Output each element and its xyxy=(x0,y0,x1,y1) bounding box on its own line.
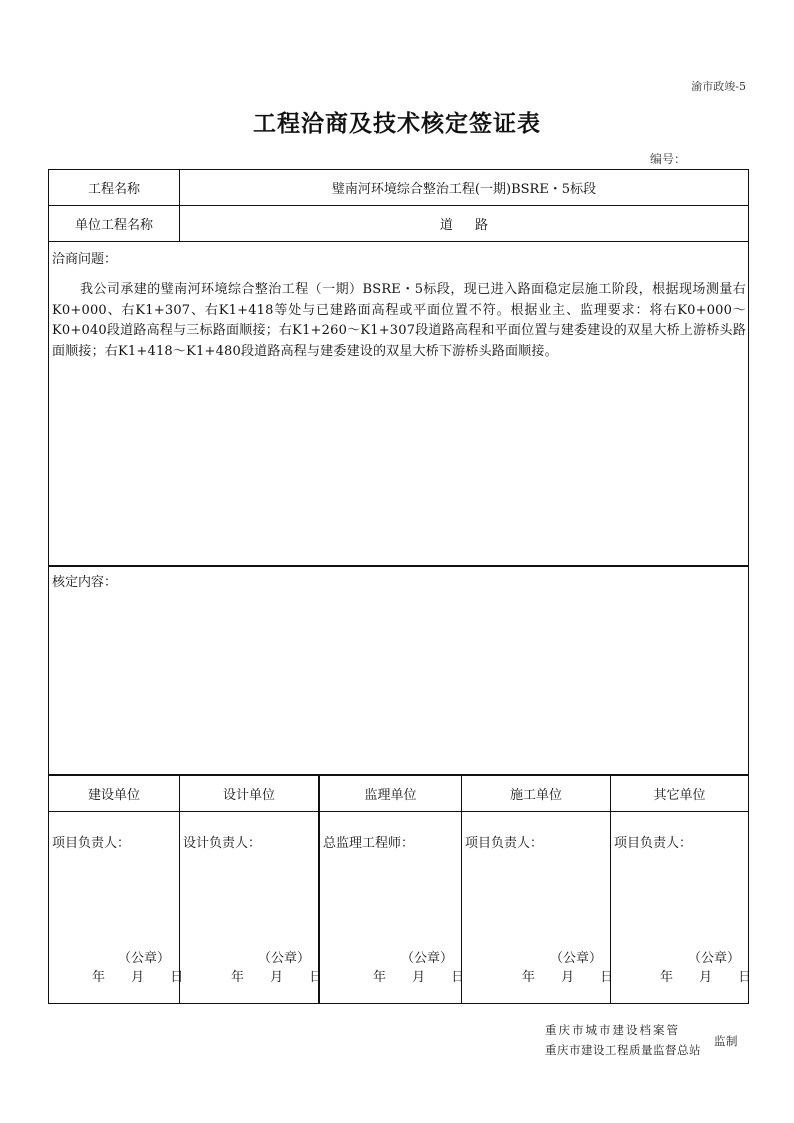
project-name-label: 工程名称 xyxy=(87,182,140,197)
date-contractor: 年 月 日 xyxy=(522,970,614,985)
form-title: 工程洽商及技术核定签证表 xyxy=(253,110,541,137)
unit-project-label: 单位工程名称 xyxy=(74,218,153,233)
unit-header-construction: 建设单位 xyxy=(87,788,140,803)
negotiation-label: 洽商问题： xyxy=(52,252,118,267)
unit-header-supervision: 监理单位 xyxy=(364,788,417,803)
footer-archive-office: 重庆市城市建设档案管 xyxy=(545,1023,680,1037)
date-design: 年 月 日 xyxy=(231,970,323,985)
form-code: 渝市政竣-5 xyxy=(691,80,746,93)
footer-issuer-suffix: 监制 xyxy=(714,1034,738,1048)
serial-number-label: 编号： xyxy=(650,152,687,166)
seal-design: （公章） xyxy=(258,951,311,966)
unit-project-value: 道 路 xyxy=(439,218,489,233)
row-divider xyxy=(48,811,749,812)
date-construction: 年 月 日 xyxy=(92,970,184,985)
unit-header-other: 其它单位 xyxy=(653,788,706,803)
table-border-bottom xyxy=(48,1003,749,1004)
unit-header-contractor: 施工单位 xyxy=(509,788,562,803)
role-construction: 项目负责人： xyxy=(52,836,131,851)
table-border-right xyxy=(748,169,749,1004)
seal-other: （公章） xyxy=(688,951,741,966)
date-supervision: 年 月 日 xyxy=(373,970,465,985)
negotiation-text: 我公司承建的璧南河环境综合整治工程（一期）BSRE・5标段，现已进入路面稳定层施工阶段，根据现场测量右K0+000、右K1+307、右K1+418等处与已建路面高程或平面位置不符。根据业主、监理要求：将右K0+000～K0+040段道路高程与三标路面顺接；右K1+260～K1+307段道路高程和平面位置与建委建设的双星大桥上游桥头路面顺接；右K1+418～K1+480段道路高程与建委建设的双星大桥下游桥头路面顺接。 xyxy=(52,282,746,359)
role-other: 项目负责人： xyxy=(614,836,693,851)
role-design: 设计负责人： xyxy=(183,836,262,851)
row-divider xyxy=(48,565,749,567)
seal-construction: （公章） xyxy=(118,951,171,966)
row-divider xyxy=(48,241,749,242)
unit-header-design: 设计单位 xyxy=(222,788,275,803)
verification-label: 核定内容： xyxy=(52,575,118,590)
project-name-value: 璧南河环境综合整治工程(一期)BSRE・5标段 xyxy=(331,182,597,197)
seal-contractor: （公章） xyxy=(550,951,603,966)
role-contractor: 项目负责人： xyxy=(465,836,544,851)
date-other: 年 月 日 xyxy=(660,970,752,985)
table-border-left xyxy=(48,169,49,1004)
role-supervision: 总监理工程师： xyxy=(323,836,415,851)
seal-supervision: （公章） xyxy=(401,951,454,966)
footer-supervision-station: 重庆市建设工程质量监督总站 xyxy=(545,1043,701,1057)
